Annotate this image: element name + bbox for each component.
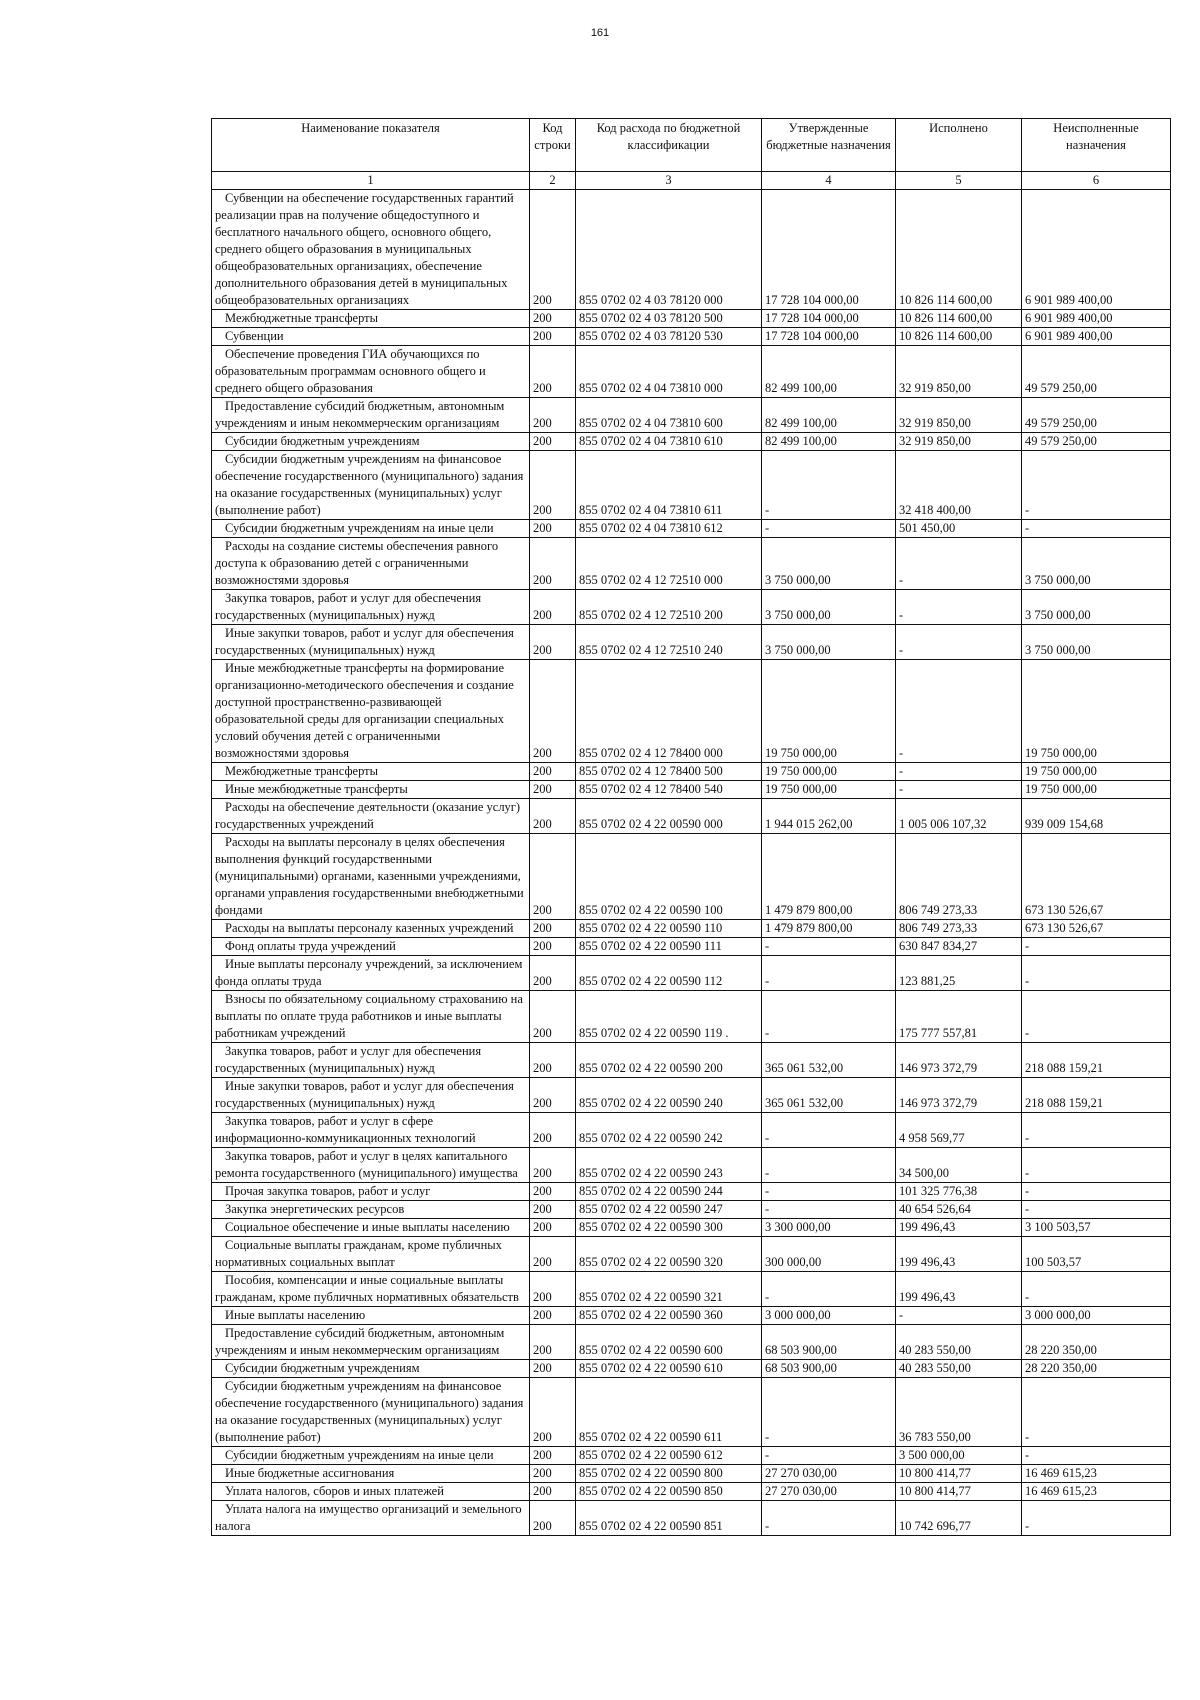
column-number: 1 (212, 172, 530, 190)
header-executed: Исполнено (896, 119, 1022, 172)
row-unexecuted-cell: 19 750 000,00 (1022, 781, 1171, 799)
table-row (212, 781, 1171, 799)
table-row (212, 398, 1171, 433)
row-approved-cell: - (762, 1272, 896, 1307)
row-approved-cell: 365 061 532,00 (762, 1043, 896, 1078)
table-row (212, 1113, 1171, 1148)
row-approved-cell: - (762, 991, 896, 1043)
row-line-code-cell: 200 (530, 310, 576, 328)
row-executed-cell: 32 919 850,00 (896, 433, 1022, 451)
table-row (212, 625, 1171, 660)
row-line-code-cell: 200 (530, 660, 576, 763)
row-unexecuted-cell: 3 750 000,00 (1022, 625, 1171, 660)
row-line-code-cell: 200 (530, 1219, 576, 1237)
row-name-cell: Межбюджетные трансферты (212, 310, 530, 328)
row-executed-cell: 1 005 006 107,32 (896, 799, 1022, 834)
row-name-cell: Субсидии бюджетным учреждениям на иные цели (212, 1447, 530, 1465)
row-classification-code-cell: 855 0702 02 4 12 72510 200 (576, 590, 762, 625)
row-classification-code-cell: 855 0702 02 4 22 00590 300 (576, 1219, 762, 1237)
row-approved-cell: 3 300 000,00 (762, 1219, 896, 1237)
table-row (212, 956, 1171, 991)
row-unexecuted-cell: 28 220 350,00 (1022, 1325, 1171, 1360)
row-executed-cell: 32 418 400,00 (896, 451, 1022, 520)
row-classification-code-cell: 855 0702 02 4 12 78400 500 (576, 763, 762, 781)
row-executed-cell: 101 325 776,38 (896, 1183, 1022, 1201)
row-name-cell: Субсидии бюджетным учреждениям (212, 1360, 530, 1378)
row-line-code-cell: 200 (530, 1307, 576, 1325)
row-name-cell: Уплата налога на имущество организаций и земельного налога (212, 1501, 530, 1536)
row-approved-cell: 1 479 879 800,00 (762, 834, 896, 920)
row-approved-cell: 68 503 900,00 (762, 1325, 896, 1360)
row-classification-code-cell: 855 0702 02 4 04 73810 611 (576, 451, 762, 520)
header-line-code: Код строки (530, 119, 576, 172)
row-name-cell: Субвенции (212, 328, 530, 346)
row-unexecuted-cell: 100 503,57 (1022, 1237, 1171, 1272)
row-approved-cell: 82 499 100,00 (762, 398, 896, 433)
row-name-cell: Закупка товаров, работ и услуг для обеспечения государственных (муниципальных) нужд (212, 1043, 530, 1078)
row-approved-cell: 1 479 879 800,00 (762, 920, 896, 938)
row-unexecuted-cell: - (1022, 1501, 1171, 1536)
row-line-code-cell: 200 (530, 346, 576, 398)
table-row (212, 938, 1171, 956)
row-classification-code-cell: 855 0702 02 4 04 73810 600 (576, 398, 762, 433)
table-row (212, 991, 1171, 1043)
row-classification-code-cell: 855 0702 02 4 22 00590 110 (576, 920, 762, 938)
row-classification-code-cell: 855 0702 02 4 22 00590 850 (576, 1483, 762, 1501)
page-number: 161 (590, 27, 610, 39)
row-line-code-cell: 200 (530, 991, 576, 1043)
row-name-cell: Расходы на создание системы обеспечения равного доступа к образованию детей с ограниченными возможностями здоровья (212, 538, 530, 590)
row-name-cell: Расходы на выплаты персоналу в целях обеспечения выполнения функций государственными (муниципальными) органами, казенными учреждениями, органами управления государственными внебюджетными фондами (212, 834, 530, 920)
row-approved-cell: - (762, 1201, 896, 1219)
row-name-cell: Субсидии бюджетным учреждениям на финансовое обеспечение государственного (муниципального) задания на оказание государственных (муниципальных) услуг (выполнение работ) (212, 451, 530, 520)
table-row (212, 1307, 1171, 1325)
row-executed-cell: 123 881,25 (896, 956, 1022, 991)
row-unexecuted-cell: - (1022, 1447, 1171, 1465)
row-line-code-cell: 200 (530, 1148, 576, 1183)
row-name-cell: Иные закупки товаров, работ и услуг для обеспечения государственных (муниципальных) нужд (212, 1078, 530, 1113)
row-approved-cell: - (762, 1183, 896, 1201)
row-line-code-cell: 200 (530, 1465, 576, 1483)
row-unexecuted-cell: - (1022, 938, 1171, 956)
row-name-cell: Субсидии бюджетным учреждениям (212, 433, 530, 451)
row-executed-cell: 10 800 414,77 (896, 1483, 1022, 1501)
table-body (212, 190, 1171, 1536)
row-approved-cell: 3 000 000,00 (762, 1307, 896, 1325)
row-name-cell: Межбюджетные трансферты (212, 763, 530, 781)
row-name-cell: Иные закупки товаров, работ и услуг для обеспечения государственных (муниципальных) нужд (212, 625, 530, 660)
row-classification-code-cell: 855 0702 02 4 04 73810 610 (576, 433, 762, 451)
table-row (212, 1325, 1171, 1360)
row-classification-code-cell: 855 0702 02 4 22 00590 244 (576, 1183, 762, 1201)
table-row (212, 433, 1171, 451)
table-row (212, 1237, 1171, 1272)
row-unexecuted-cell: 28 220 350,00 (1022, 1360, 1171, 1378)
row-executed-cell: 806 749 273,33 (896, 920, 1022, 938)
row-name-cell: Социальные выплаты гражданам, кроме публичных нормативных социальных выплат (212, 1237, 530, 1272)
row-name-cell: Иные бюджетные ассигнования (212, 1465, 530, 1483)
table-row (212, 1378, 1171, 1447)
row-executed-cell: 146 973 372,79 (896, 1078, 1022, 1113)
column-number: 5 (896, 172, 1022, 190)
row-classification-code-cell: 855 0702 02 4 12 72510 240 (576, 625, 762, 660)
row-approved-cell: 365 061 532,00 (762, 1078, 896, 1113)
table-row (212, 1272, 1171, 1307)
row-approved-cell: - (762, 1113, 896, 1148)
row-approved-cell: 19 750 000,00 (762, 781, 896, 799)
table-row (212, 1483, 1171, 1501)
row-name-cell: Иные выплаты персоналу учреждений, за исключением фонда оплаты труда (212, 956, 530, 991)
table-row (212, 1148, 1171, 1183)
row-name-cell: Прочая закупка товаров, работ и услуг (212, 1183, 530, 1201)
row-line-code-cell: 200 (530, 398, 576, 433)
row-executed-cell: 40 654 526,64 (896, 1201, 1022, 1219)
row-unexecuted-cell: 3 000 000,00 (1022, 1307, 1171, 1325)
row-name-cell: Предоставление субсидий бюджетным, автономным учреждениям и иным некоммерческим организациям (212, 1325, 530, 1360)
row-unexecuted-cell: 218 088 159,21 (1022, 1043, 1171, 1078)
row-classification-code-cell: 855 0702 02 4 22 00590 600 (576, 1325, 762, 1360)
row-classification-code-cell: 855 0702 02 4 04 73810 000 (576, 346, 762, 398)
row-unexecuted-cell: - (1022, 1378, 1171, 1447)
row-line-code-cell: 200 (530, 956, 576, 991)
row-executed-cell: - (896, 590, 1022, 625)
row-executed-cell: - (896, 625, 1022, 660)
table-row (212, 1465, 1171, 1483)
row-line-code-cell: 200 (530, 1501, 576, 1536)
row-executed-cell: 4 958 569,77 (896, 1113, 1022, 1148)
row-approved-cell: - (762, 1501, 896, 1536)
row-line-code-cell: 200 (530, 1378, 576, 1447)
row-unexecuted-cell: 673 130 526,67 (1022, 920, 1171, 938)
row-approved-cell: - (762, 1148, 896, 1183)
row-unexecuted-cell: - (1022, 1272, 1171, 1307)
row-executed-cell: 199 496,43 (896, 1219, 1022, 1237)
row-approved-cell: - (762, 1378, 896, 1447)
row-line-code-cell: 200 (530, 1113, 576, 1148)
row-line-code-cell: 200 (530, 763, 576, 781)
row-executed-cell: 34 500,00 (896, 1148, 1022, 1183)
row-line-code-cell: 200 (530, 433, 576, 451)
row-approved-cell: 300 000,00 (762, 1237, 896, 1272)
row-line-code-cell: 200 (530, 938, 576, 956)
table-row (212, 538, 1171, 590)
table-row (212, 328, 1171, 346)
row-unexecuted-cell: 3 750 000,00 (1022, 590, 1171, 625)
row-unexecuted-cell: 3 100 503,57 (1022, 1219, 1171, 1237)
row-line-code-cell: 200 (530, 1078, 576, 1113)
header-budget-classification-code: Код расхода по бюджетной классификации (576, 119, 762, 172)
row-classification-code-cell: 855 0702 02 4 22 00590 243 (576, 1148, 762, 1183)
row-classification-code-cell: 855 0702 02 4 22 00590 100 (576, 834, 762, 920)
row-approved-cell: 68 503 900,00 (762, 1360, 896, 1378)
row-line-code-cell: 200 (530, 190, 576, 310)
row-name-cell: Обеспечение проведения ГИА обучающихся по образовательным программам основного общего и среднего общего образования (212, 346, 530, 398)
row-executed-cell: 32 919 850,00 (896, 346, 1022, 398)
row-classification-code-cell: 855 0702 02 4 22 00590 360 (576, 1307, 762, 1325)
column-number: 4 (762, 172, 896, 190)
row-unexecuted-cell: 19 750 000,00 (1022, 763, 1171, 781)
row-approved-cell: 3 750 000,00 (762, 625, 896, 660)
row-executed-cell: - (896, 763, 1022, 781)
table-row (212, 799, 1171, 834)
row-approved-cell: - (762, 938, 896, 956)
row-executed-cell: 146 973 372,79 (896, 1043, 1022, 1078)
row-executed-cell: 199 496,43 (896, 1272, 1022, 1307)
row-unexecuted-cell: - (1022, 451, 1171, 520)
row-approved-cell: 3 750 000,00 (762, 538, 896, 590)
row-classification-code-cell: 855 0702 02 4 22 00590 247 (576, 1201, 762, 1219)
row-name-cell: Закупка товаров, работ и услуг в целях капитального ремонта государственного (муниципального) имущества (212, 1148, 530, 1183)
row-executed-cell: 3 500 000,00 (896, 1447, 1022, 1465)
row-classification-code-cell: 855 0702 02 4 12 72510 000 (576, 538, 762, 590)
row-approved-cell: 27 270 030,00 (762, 1483, 896, 1501)
row-line-code-cell: 200 (530, 1447, 576, 1465)
row-name-cell: Иные межбюджетные трансферты на формирование организационно-методического обеспечения и создание доступной пространственно-развивающей образовательной среды для организации специальных условий обучения детей с ограниченными возможностями здоровья (212, 660, 530, 763)
row-name-cell: Закупка товаров, работ и услуг в сфере информационно-коммуникационных технологий (212, 1113, 530, 1148)
column-number: 3 (576, 172, 762, 190)
row-approved-cell: 19 750 000,00 (762, 763, 896, 781)
row-classification-code-cell: 855 0702 02 4 03 78120 500 (576, 310, 762, 328)
header-approved-appropriations: Утвержденные бюджетные назначения (762, 119, 896, 172)
row-approved-cell: - (762, 1447, 896, 1465)
row-classification-code-cell: 855 0702 02 4 12 78400 540 (576, 781, 762, 799)
table-row (212, 660, 1171, 763)
row-line-code-cell: 200 (530, 1272, 576, 1307)
row-unexecuted-cell: 218 088 159,21 (1022, 1078, 1171, 1113)
row-executed-cell: 10 800 414,77 (896, 1465, 1022, 1483)
row-name-cell: Взносы по обязательному социальному страхованию на выплаты по оплате труда работников и иные выплаты работникам учреждений (212, 991, 530, 1043)
row-name-cell: Расходы на выплаты персоналу казенных учреждений (212, 920, 530, 938)
row-classification-code-cell: 855 0702 02 4 22 00590 320 (576, 1237, 762, 1272)
table-row (212, 763, 1171, 781)
row-name-cell: Пособия, компенсации и иные социальные выплаты гражданам, кроме публичных нормативных обязательств (212, 1272, 530, 1307)
row-line-code-cell: 200 (530, 781, 576, 799)
table-row (212, 1447, 1171, 1465)
row-classification-code-cell: 855 0702 02 4 22 00590 000 (576, 799, 762, 834)
row-line-code-cell: 200 (530, 799, 576, 834)
table-row (212, 1201, 1171, 1219)
row-executed-cell: 40 283 550,00 (896, 1325, 1022, 1360)
row-executed-cell: 10 826 114 600,00 (896, 310, 1022, 328)
table-row (212, 346, 1171, 398)
row-name-cell: Иные выплаты населению (212, 1307, 530, 1325)
row-classification-code-cell: 855 0702 02 4 22 00590 112 (576, 956, 762, 991)
row-executed-cell: - (896, 538, 1022, 590)
row-line-code-cell: 200 (530, 920, 576, 938)
row-classification-code-cell: 855 0702 02 4 22 00590 851 (576, 1501, 762, 1536)
row-classification-code-cell: 855 0702 02 4 22 00590 200 (576, 1043, 762, 1078)
row-unexecuted-cell: - (1022, 1201, 1171, 1219)
table-row (212, 310, 1171, 328)
row-line-code-cell: 200 (530, 1183, 576, 1201)
table-row (212, 190, 1171, 310)
row-classification-code-cell: 855 0702 02 4 04 73810 612 (576, 520, 762, 538)
row-name-cell: Предоставление субсидий бюджетным, автономным учреждениям и иным некоммерческим организациям (212, 398, 530, 433)
header-row (212, 119, 1171, 172)
row-executed-cell: - (896, 781, 1022, 799)
row-approved-cell: 82 499 100,00 (762, 433, 896, 451)
row-line-code-cell: 200 (530, 451, 576, 520)
row-name-cell: Закупка товаров, работ и услуг для обеспечения государственных (муниципальных) нужд (212, 590, 530, 625)
table-row (212, 1183, 1171, 1201)
row-line-code-cell: 200 (530, 1237, 576, 1272)
row-approved-cell: 27 270 030,00 (762, 1465, 896, 1483)
row-unexecuted-cell: 6 901 989 400,00 (1022, 310, 1171, 328)
column-number: 6 (1022, 172, 1171, 190)
row-name-cell: Субсидии бюджетным учреждениям на финансовое обеспечение государственного (муниципального) задания на оказание государственных (муниципальных) услуг (выполнение работ) (212, 1378, 530, 1447)
row-executed-cell: 40 283 550,00 (896, 1360, 1022, 1378)
row-unexecuted-cell: 6 901 989 400,00 (1022, 328, 1171, 346)
row-unexecuted-cell: 19 750 000,00 (1022, 660, 1171, 763)
row-line-code-cell: 200 (530, 520, 576, 538)
row-classification-code-cell: 855 0702 02 4 22 00590 800 (576, 1465, 762, 1483)
row-name-cell: Субвенции на обеспечение государственных гарантий реализации прав на получение общедоступного и бесплатного начального общего, основного общего, среднего общего образования в муниципальных общеобразовательных организациях, обеспечение дополнительного образования детей в муниципальных общеобразовательных организациях (212, 190, 530, 310)
row-approved-cell: - (762, 956, 896, 991)
row-approved-cell: 3 750 000,00 (762, 590, 896, 625)
row-classification-code-cell: 855 0702 02 4 22 00590 611 (576, 1378, 762, 1447)
row-line-code-cell: 200 (530, 1201, 576, 1219)
row-name-cell: Закупка энергетических ресурсов (212, 1201, 530, 1219)
row-approved-cell: 19 750 000,00 (762, 660, 896, 763)
row-unexecuted-cell: - (1022, 520, 1171, 538)
row-approved-cell: - (762, 451, 896, 520)
row-line-code-cell: 200 (530, 328, 576, 346)
row-executed-cell: 36 783 550,00 (896, 1378, 1022, 1447)
row-line-code-cell: 200 (530, 538, 576, 590)
row-classification-code-cell: 855 0702 02 4 22 00590 612 (576, 1447, 762, 1465)
table-row (212, 520, 1171, 538)
row-unexecuted-cell: 6 901 989 400,00 (1022, 190, 1171, 310)
row-unexecuted-cell: 49 579 250,00 (1022, 398, 1171, 433)
row-approved-cell: 17 728 104 000,00 (762, 328, 896, 346)
row-approved-cell: 17 728 104 000,00 (762, 190, 896, 310)
budget-execution-table (211, 118, 1171, 1536)
row-unexecuted-cell: - (1022, 991, 1171, 1043)
row-executed-cell: 32 919 850,00 (896, 398, 1022, 433)
row-name-cell: Субсидии бюджетным учреждениям на иные цели (212, 520, 530, 538)
row-unexecuted-cell: - (1022, 956, 1171, 991)
row-executed-cell: 630 847 834,27 (896, 938, 1022, 956)
header-unexecuted-appropriations: Неисполненные назначения (1022, 119, 1171, 172)
row-unexecuted-cell: 3 750 000,00 (1022, 538, 1171, 590)
row-executed-cell: 175 777 557,81 (896, 991, 1022, 1043)
row-classification-code-cell: 855 0702 02 4 12 78400 000 (576, 660, 762, 763)
table-row (212, 1219, 1171, 1237)
row-line-code-cell: 200 (530, 1325, 576, 1360)
row-unexecuted-cell: - (1022, 1148, 1171, 1183)
table-row (212, 1360, 1171, 1378)
row-classification-code-cell: 855 0702 02 4 22 00590 321 (576, 1272, 762, 1307)
row-approved-cell: 1 944 015 262,00 (762, 799, 896, 834)
row-executed-cell: 10 826 114 600,00 (896, 328, 1022, 346)
row-line-code-cell: 200 (530, 625, 576, 660)
row-unexecuted-cell: - (1022, 1113, 1171, 1148)
row-name-cell: Уплата налогов, сборов и иных платежей (212, 1483, 530, 1501)
row-unexecuted-cell: - (1022, 1183, 1171, 1201)
row-executed-cell: - (896, 660, 1022, 763)
table-row (212, 451, 1171, 520)
row-name-cell: Расходы на обеспечение деятельности (оказание услуг) государственных учреждений (212, 799, 530, 834)
column-number: 2 (530, 172, 576, 190)
row-name-cell: Социальное обеспечение и иные выплаты населению (212, 1219, 530, 1237)
row-executed-cell: 10 742 696,77 (896, 1501, 1022, 1536)
row-classification-code-cell: 855 0702 02 4 03 78120 000 (576, 190, 762, 310)
row-classification-code-cell: 855 0702 02 4 03 78120 530 (576, 328, 762, 346)
row-unexecuted-cell: 673 130 526,67 (1022, 834, 1171, 920)
row-classification-code-cell: 855 0702 02 4 22 00590 242 (576, 1113, 762, 1148)
row-approved-cell: 17 728 104 000,00 (762, 310, 896, 328)
table-row (212, 834, 1171, 920)
row-unexecuted-cell: 49 579 250,00 (1022, 433, 1171, 451)
row-unexecuted-cell: 939 009 154,68 (1022, 799, 1171, 834)
row-classification-code-cell: 855 0702 02 4 22 00590 111 (576, 938, 762, 956)
row-executed-cell: 806 749 273,33 (896, 834, 1022, 920)
row-classification-code-cell: 855 0702 02 4 22 00590 240 (576, 1078, 762, 1113)
row-approved-cell: - (762, 520, 896, 538)
row-line-code-cell: 200 (530, 834, 576, 920)
table-row (212, 1501, 1171, 1536)
row-unexecuted-cell: 49 579 250,00 (1022, 346, 1171, 398)
column-numbers-row (212, 172, 1171, 190)
row-executed-cell: 199 496,43 (896, 1237, 1022, 1272)
row-executed-cell: 10 826 114 600,00 (896, 190, 1022, 310)
row-classification-code-cell: 855 0702 02 4 22 00590 610 (576, 1360, 762, 1378)
row-name-cell: Фонд оплаты труда учреждений (212, 938, 530, 956)
row-approved-cell: 82 499 100,00 (762, 346, 896, 398)
row-line-code-cell: 200 (530, 590, 576, 625)
row-line-code-cell: 200 (530, 1360, 576, 1378)
table-row (212, 1043, 1171, 1078)
row-unexecuted-cell: 16 469 615,23 (1022, 1483, 1171, 1501)
row-line-code-cell: 200 (530, 1483, 576, 1501)
row-line-code-cell: 200 (530, 1043, 576, 1078)
row-name-cell: Иные межбюджетные трансферты (212, 781, 530, 799)
row-unexecuted-cell: 16 469 615,23 (1022, 1465, 1171, 1483)
row-executed-cell: 501 450,00 (896, 520, 1022, 538)
table-row (212, 590, 1171, 625)
table-row (212, 920, 1171, 938)
table-row (212, 1078, 1171, 1113)
row-classification-code-cell: 855 0702 02 4 22 00590 119 . (576, 991, 762, 1043)
header-indicator-name: Наименование показателя (212, 119, 530, 172)
row-executed-cell: - (896, 1307, 1022, 1325)
